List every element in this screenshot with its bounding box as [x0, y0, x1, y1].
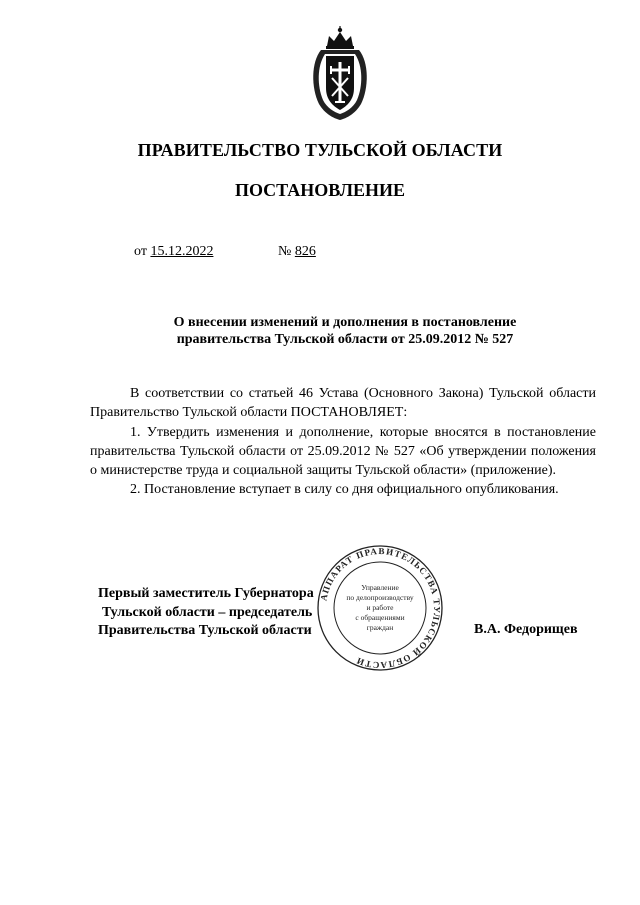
position-line-1: Первый заместитель Губернатора [98, 586, 314, 601]
item-1-paragraph: 1. Утвердить изменения и дополнение, которые вносятся в постановление правительства Тульской области от 25.09.2012 № 527 «Об утверждении положения о министерстве труда и социальной защиты Тульской области» (приложение). [90, 424, 596, 479]
stamp-line-2: по делопроизводству [346, 593, 414, 602]
document-date: 15.12.2022 [150, 244, 214, 259]
preamble-paragraph: В соответствии со статьей 46 Устава (Основного Закона) Тульской области Правительство Тульской области ПОСТАНОВЛЯЕТ: [90, 386, 596, 421]
number-prefix: № [278, 244, 292, 259]
stamp-line-5: граждан [366, 623, 394, 632]
government-title: ПРАВИТЕЛЬСТВО ТУЛЬСКОЙ ОБЛАСТИ [137, 140, 503, 160]
number-field [278, 244, 316, 260]
stamp-line-1: Управление [361, 583, 399, 592]
subject-line-1: О внесении изменений и дополнения в постановление [173, 315, 517, 330]
official-stamp [312, 544, 448, 672]
document-body [90, 384, 596, 500]
position-line-2: Тульской области – председатель [102, 604, 313, 620]
document-type: ПОСТАНОВЛЕНИЕ [234, 180, 406, 200]
document-subject [150, 314, 540, 348]
position-line-3: Правительства Тульской области [98, 623, 312, 638]
signatory-position [98, 585, 314, 641]
stamp-outer-text: АППАРАТ ПРАВИТЕЛЬСТВА ТУЛЬСКОЙ ОБЛАСТИ [318, 545, 443, 671]
subject-line-2: правительства Тульской области от 25.09.2012 № 527 [176, 332, 514, 347]
document-number: 826 [294, 244, 316, 259]
item-2-paragraph: 2. Постановление вступает в силу со дня официального опубликования. [130, 482, 559, 498]
date-field [134, 244, 213, 260]
stamp-line-3: и работе [366, 603, 394, 612]
date-prefix: от [134, 244, 147, 259]
signatory-name: В.А. Федорищев [474, 622, 578, 637]
stamp-line-4: с обращениями [355, 613, 405, 622]
coat-of-arms-emblem [307, 26, 373, 122]
